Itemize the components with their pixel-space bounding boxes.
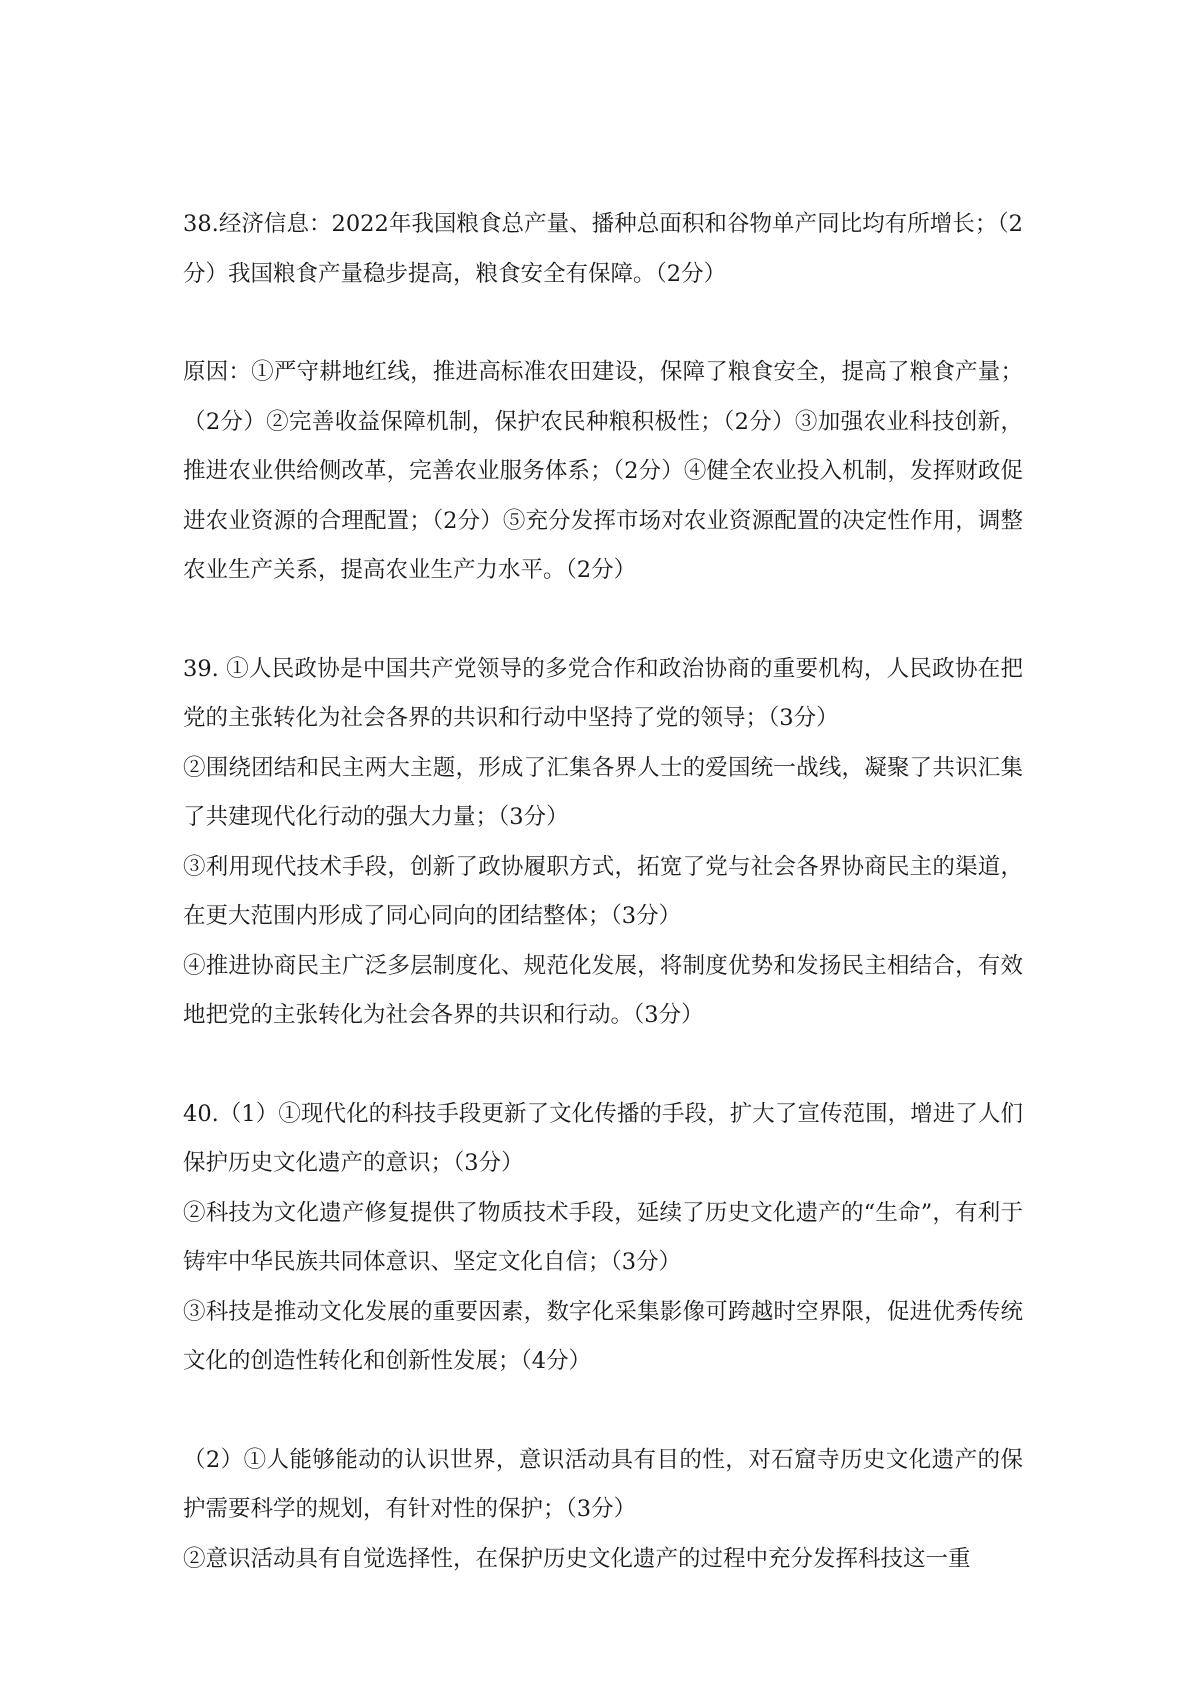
q40-2-point-1: （2）①人能够能动的认识世界，意识活动具有目的性，对石窟寺历史文化遗产的保护需要科学的规划，有针对性的保护；（3分） (183, 1446, 1023, 1522)
question-38 (183, 200, 1023, 299)
q39-point-4: ④推进协商民主广泛多层制度化、规范化发展，将制度优势和发扬民主相结合，有效地把党的主张转化为社会各界的共识和行动。（3分） (183, 952, 1023, 1028)
q39-point-2: ②围绕团结和民主两大主题，形成了汇集各界人士的爱国统一战线，凝聚了共识汇集了共建现代化行动的强大力量；（3分） (183, 754, 1023, 830)
q40-2-point-2: ②意识活动具有自觉选择性，在保护历史文化遗产的过程中充分发挥科技这一重 (183, 1545, 971, 1572)
q39-point-1: 39. ①人民政协是中国共产党领导的多党合作和政治协商的重要机构，人民政协在把党的主张转化为社会各界的共识和行动中坚持了党的领导；（3分） (183, 655, 1023, 731)
paragraph-gap (183, 299, 1023, 348)
answer-content (183, 200, 1023, 1584)
paragraph-gap (183, 596, 1023, 645)
q38-economic-info: 38.经济信息：2022年我国粮食总产量、播种总面积和谷物单产同比均有所增长；（2分）我国粮食产量稳步提高，粮食安全有保障。（2分） (183, 211, 1023, 287)
question-40-part-2 (183, 1436, 1023, 1585)
q38-reason-text: 原因：①严守耕地红线，推进高标准农田建设，保障了粮食安全，提高了粮食产量；（2分）②完善收益保障机制，保护农民种粮积极性；（2分）③加强农业科技创新，推进农业供给侧改革，完善农业服务体系；（2分）④健全农业投入机制，发挥财政促进农业资源的合理配置；（2分）⑤充分发挥市场对农业资源配置的决定性作用，调整农业生产关系，提高农业生产力水平。（2分） (183, 359, 1023, 583)
q39-point-3: ③利用现代技术手段，创新了政协履职方式，拓宽了党与社会各界协商民主的渠道，在更大范围内形成了同心同向的团结整体；（3分） (183, 853, 1023, 929)
q40-1-point-3: ③科技是推动文化发展的重要因素，数字化采集影像可跨越时空界限，促进优秀传统文化的创造性转化和创新性发展；（4分） (183, 1298, 1023, 1374)
q40-1-point-2: ②科技为文化遗产修复提供了物质技术手段，延续了历史文化遗产的“生命”，有利于铸牢中华民族共同体意识、坚定文化自信；（3分） (183, 1199, 1023, 1275)
paragraph-gap (183, 1387, 1023, 1436)
question-38-reasons (183, 348, 1023, 596)
paragraph-gap (183, 1041, 1023, 1090)
q40-1-point-1: 40.（1）①现代化的科技手段更新了文化传播的手段，扩大了宣传范围，增进了人们保护历史文化遗产的意识；（3分） (183, 1100, 1023, 1176)
question-39 (183, 645, 1023, 1041)
question-40-part-1 (183, 1090, 1023, 1387)
